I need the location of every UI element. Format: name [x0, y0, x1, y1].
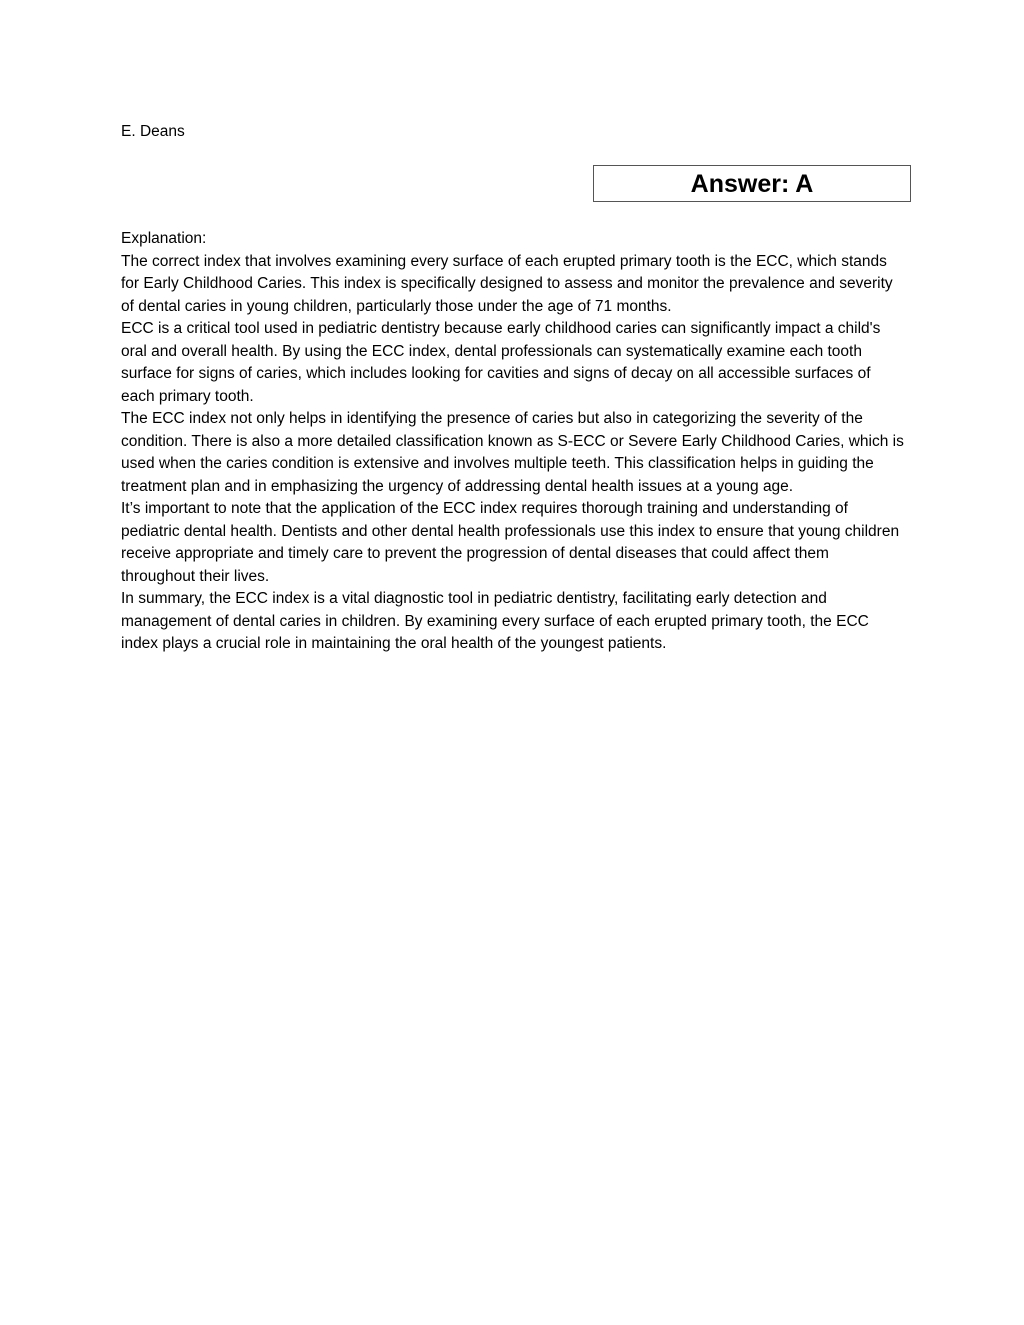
explanation-paragraph: ECC is a critical tool used in pediatric dentistry because early childhood caries can significantly impact a child's oral and overall health. By using the ECC index, dental professionals can systematically examine each tooth surface for signs of caries, which includes looking for cavities and signs of decay on all accessible surfaces of each primary tooth. [121, 320, 881, 405]
explanation-paragraph: In summary, the ECC index is a vital diagnostic tool in pediatric dentistry, facilitating early detection and management of dental caries in children. By examining every surface of each erupted primary tooth, the ECC index plays a crucial role in maintaining the oral health of the youngest patients. [121, 590, 869, 652]
explanation-paragraph: The ECC index not only helps in identifying the presence of caries but also in categorizing the severity of the condition. There is also a more detailed classification known as S-ECC or Severe Early Childhood Caries, which is used when the caries condition is extensive and involves multiple teeth. This classification helps in guiding the treatment plan and in emphasizing the urgency of addressing dental health issues at a young age. [121, 410, 904, 495]
explanation-section [121, 228, 907, 656]
explanation-heading: Explanation: [121, 230, 207, 247]
answer-box: Answer: A [593, 165, 911, 202]
answer-option-e: E. Deans [121, 123, 185, 140]
explanation-paragraph: It’s important to note that the application of the ECC index requires thorough training and understanding of pediatric dental health. Dentists and other dental health professionals use this index to ensure that young children receive appropriate and timely care to prevent the progression of dental diseases that could affect them throughout their lives. [121, 500, 900, 585]
explanation-paragraph: The correct index that involves examining every surface of each erupted primary tooth is the ECC, which stands for Early Childhood Caries. This index is specifically designed to assess and monitor the prevalence and severity of dental caries in young children, particularly those under the age of 71 months. [121, 252, 893, 315]
